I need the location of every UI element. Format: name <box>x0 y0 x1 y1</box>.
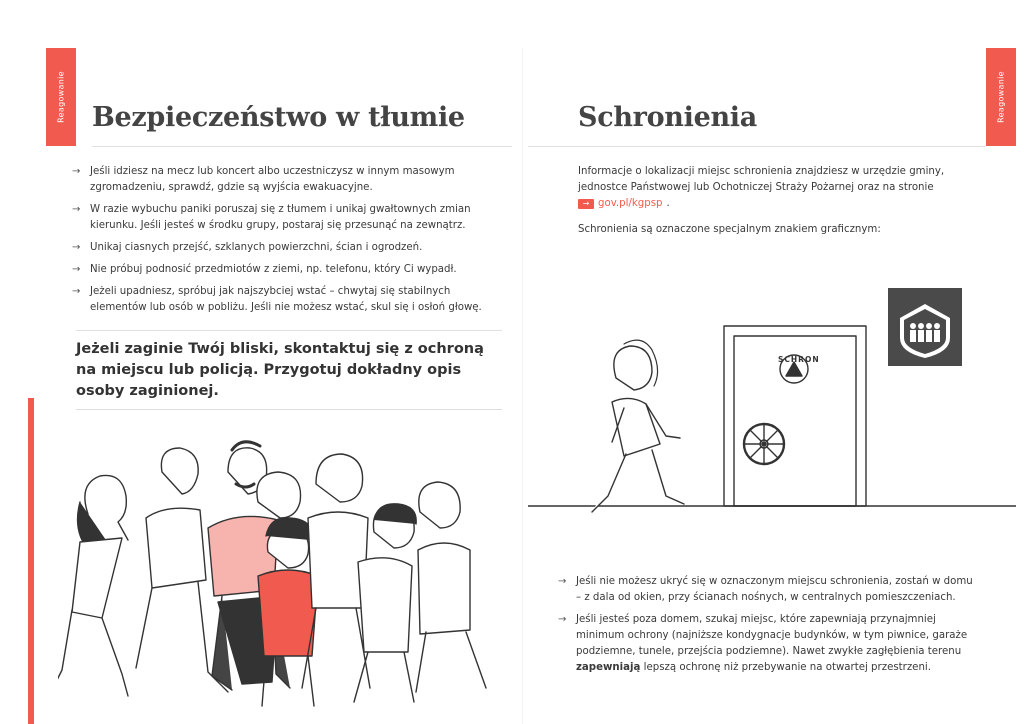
section-tab-label: Reagowanie <box>56 71 66 123</box>
shelter-sign-info: Schronienia są oznaczone specjalnym znakiem graficznym: <box>578 224 881 235</box>
section-tab-left <box>46 48 76 146</box>
crowd-safety-list <box>72 164 492 322</box>
section-tab-right <box>986 48 1016 146</box>
missing-person-callout: Jeżeli zaginie Twój bliski, skontaktuj się z ochroną na miejscu lub policją. Przygotuj dokładny opis osoby zaginionej. <box>76 341 484 399</box>
page-right <box>528 48 1016 724</box>
shelter-sign-icon <box>888 288 962 366</box>
title-rule <box>92 146 512 147</box>
title-rule <box>528 146 986 147</box>
callout-top-rule <box>76 330 502 331</box>
list-item: → Jeżeli upadniesz, spróbuj jak najszybciej wstać – chwytaj się stabilnych elementów lub osób w pobliżu. Jeśli nie możesz wstać, skul się i osłoń głowę. <box>72 284 492 316</box>
list-item: → Jeśli nie możesz ukryć się w oznaczonym miejscu schronienia, zostań w domu – z dala od okien, przy ścianach nośnych, w centralnych pomieszczeniach. <box>558 574 978 606</box>
link-suffix: . <box>666 198 670 209</box>
page-spine <box>522 48 523 724</box>
shelter-advice-list <box>558 574 978 682</box>
page-left <box>28 48 520 724</box>
shelter-info-text: Informacje o lokalizacji miejsc schronienia znajdziesz w urzędzie gminy, jednostce Państwowej lub Ochotniczej Straży Pożarnej oraz na stronie <box>578 166 945 193</box>
list-item <box>558 612 978 676</box>
link-row <box>578 196 958 212</box>
door-label: SCHRON <box>778 355 820 364</box>
list-item-text: Jeśli jesteś poza domem, szukaj miejsc, które zapewniają przynajmniej minimum ochrony (najniższe kondygnacje budynków, w tym piwnice, garaże podziemne, tunele, przejścia podziemne). Nawet zwykłe zagłębienia terenu <box>576 614 968 657</box>
accent-bar <box>28 398 34 724</box>
list-item-text: lepszą ochronę niż przebywanie na otwartej przestrzeni. <box>640 662 931 673</box>
list-item: → Nie próbuj podnosić przedmiotów z ziemi, np. telefonu, który Ci wypadł. <box>72 262 492 278</box>
page-title-crowd-safety: Bezpieczeństwo w tłumie <box>92 102 465 133</box>
callout-bottom-rule <box>76 409 502 410</box>
kgpsp-link[interactable]: gov.pl/kgpsp <box>598 198 663 209</box>
list-item: → Jeśli idziesz na mecz lub koncert albo uczestniczysz w innym masowym zgromadzeniu, sprawdź, gdzie są wyjścia ewakuacyjne. <box>72 164 492 196</box>
crowd-illustration <box>58 432 498 724</box>
list-item: → Unikaj ciasnych przejść, szklanych powierzchni, ścian i ogrodzeń. <box>72 240 492 256</box>
list-item: → W razie wybuchu paniki poruszaj się z tłumem i unikaj gwałtownych zmian kierunku. Jeśli jesteś w środku grupy, postaraj się przesunąć na zewnątrz. <box>72 202 492 234</box>
list-item-bold: zapewniają <box>576 662 641 673</box>
shelter-info-paragraph <box>578 164 958 212</box>
page-title-shelters: Schronienia <box>578 102 757 133</box>
section-tab-label: Reagowanie <box>996 71 1006 123</box>
arrow-right-icon: → <box>578 199 594 209</box>
